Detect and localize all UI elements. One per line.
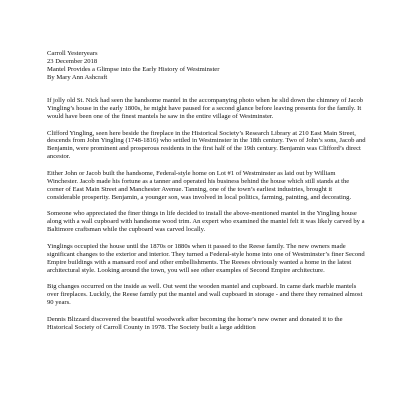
article-byline: By Mary Ann Ashcraft: [47, 73, 108, 81]
article-headline: Mantel Provides a Glimpse into the Early History of Westminster: [47, 65, 220, 73]
paragraph-5: Yinglings occupied the house until the 1870s or 1880s when it passed to the Reese family. The new owners made significant changes to the exterior and interior. They turned a Federal-style home into one of Westminster’s finer Second Empire buildings with a mansard roof and other embellishments. The Reeses obviously wanted a home in the latest architectural style. Looking around the town, you will see other examples of Second Empire architecture.: [47, 242, 365, 274]
article-body: [47, 97, 366, 340]
article-date: 23 December 2018: [47, 57, 98, 65]
paragraph-3: Either John or Jacob built the handsome, Federal-style home on Lot #1 of Westminster as laid out by William Winchester. Jacob made his fortune as a tanner and operated his business behind the house which still stands at the corner of East Main Street and Manchester Avenue. Tanning, one of the town’s earliest industries, brought it considerable prosperity. Benjamin, a younger son, was involved in local politics, farming, painting, and decorating.: [47, 169, 352, 201]
paragraph-7: Dennis Blizzard discovered the beautiful woodwork after becoming the home’s new owner and donated it to the Historical Society of Carroll County in 1978. The Society built a large addition: [47, 315, 343, 331]
paragraph-4: Someone who appreciated the finer things in life decided to install the above-mentioned mantel in the Yingling house along with a wall cupboard with handsome wood trim. An expert who examined the mantel felt it was likely carved by a Baltimore craftsman while the cupboard was carved locally.: [47, 210, 365, 234]
article-header: [47, 50, 367, 82]
paragraph-1: If jolly old St. Nick had seen the handsome mantel in the accompanying photo when he slid down the chimney of Jacob Yingling’s house in the early 1800s, he might have paused for a second glance before leaving presents for the family. It would have been one of the finest mantels he saw in the entire village of Westminster.: [47, 97, 364, 120]
paragraph-6: Big changes occurred on the inside as well. Out went the wooden mantel and cupboard. In came dark marble mantels over fireplaces. Luckily, the Reese family put the mantel and wall cupboard in storage - and there they remained almost 90 years.: [47, 283, 363, 307]
column-name: Carroll Yesteryears: [47, 50, 98, 57]
paragraph-2: Clifford Yingling, seen here beside the fireplace in the Historical Society’s Research Library at 210 East Main Street, descends from John Yingling (1748-1816) who settled in Westminster in the 18th century. Two of John’s sons, Jacob and Benjamin, were prominent and prosperous residents in the first half of the 19th century. Benjamin was Clifford’s direct ancestor.: [47, 129, 366, 161]
